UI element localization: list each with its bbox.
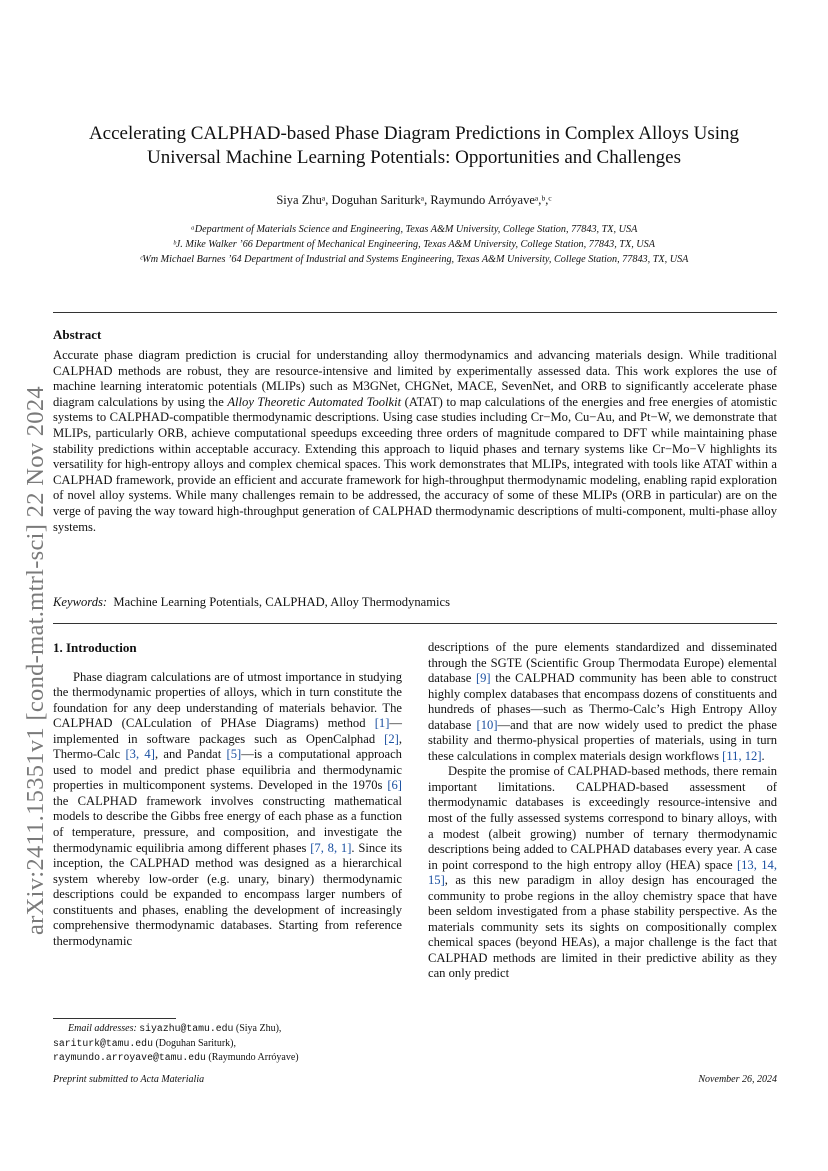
- intro-text: , Thermo-Calc: [53, 731, 402, 762]
- arxiv-stamp: arXiv:2411.15351v1 [cond-mat.mtrl-sci] 22 Nov 2024: [22, 386, 49, 935]
- intro-text: . Since its inception, the CALPHAD method was designed as a hierarchical system whereby low-order (e.g. unary, binary) thermodynamic descriptions could be expanded to encompass larger numbers of constituents and phases, enabling the development of increasingly comprehensive thermodynamic databases. Starting from reference thermodynamic: [53, 840, 403, 948]
- email-link-zhu[interactable]: siyazhu@tamu.edu: [139, 1023, 234, 1034]
- citation-link[interactable]: [6]: [387, 778, 402, 793]
- intro-text: Phase diagram calculations are of utmost importance in studying the thermodynamic properties of alloys, which in turn constitute the foundation for any deep understanding of materials behavior. The CALPHAD (CALculation of PHAse Diagrams) method: [53, 669, 402, 731]
- keywords-values: Machine Learning Potentials, CALPHAD, Alloy Thermodynamics: [113, 595, 451, 609]
- abstract-toolkit-name: Alloy Theoretic Automated Toolkit: [227, 394, 402, 409]
- title-line-2: Universal Machine Learning Potentials: Opportunities and Challenges: [147, 147, 681, 168]
- intro-text: —is a computational approach used to model and predict phase equilibria and thermodynamic properties in multicomponent systems. Developed in the 1970s: [53, 747, 402, 793]
- abstract-body: [53, 348, 777, 535]
- abstract-heading: Abstract: [53, 327, 102, 342]
- footnote-rule: [53, 1018, 176, 1019]
- email-link-arroyave[interactable]: raymundo.arroyave@tamu.edu: [53, 1052, 206, 1064]
- footer-date: November 26, 2024: [698, 1074, 777, 1085]
- citation-link[interactable]: [3, 4]: [125, 747, 155, 762]
- keywords-label: Keywords:: [53, 595, 108, 609]
- paper-title: [40, 122, 788, 170]
- affiliation-a: ᵃDepartment of Materials Science and Engineering, Texas A&M University, College Station, 77843, TX, USA: [190, 224, 638, 235]
- intro-text: descriptions of the pure elements standardized and disseminated through the SGTE (Scientific Group Thermodata Europe) elemental database: [428, 640, 777, 686]
- abstract-top-rule: [53, 312, 777, 313]
- title-line-1: Accelerating CALPHAD-based Phase Diagram Predictions in Complex Alloys Using: [88, 123, 740, 144]
- abstract-text-c: (ATAT) to map calculations of the energies and free energies of atomistic systems to CALPHAD-compatible thermodynamic descriptions. Using case studies including Cr−Mo, Cu−Au, and Pt−W, we demonstrate that MLIPs, particularly ORB, achieve computational speedups exceeding three orders of magnitude compared to DFT while maintaining phase stability predictions within acceptable accuracy. Extending this approach to liquid phases and ternary systems like Cr−Mo−V highlights its versatility for high-entropy alloys and complex chemical spaces. This work demonstrates that MLIPs, integrated with tools like ATAT within a CALPHAD framework, provide an efficient and accurate framework for high-throughput thermodynamic modeling, enabling rapid exploration of novel alloy systems. While many challenges remain to be addressed, the accuracy of some of these MLIPs (ORB in particular) are on the verge of paving the way toward high-throughput generation of CALPHAD thermodynamic descriptions of multi-component, multi-phase alloy systems.: [53, 394, 778, 534]
- citation-link[interactable]: [7, 8, 1]: [310, 840, 352, 855]
- footnote-name: (Raymundo Arróyave): [205, 1052, 299, 1064]
- intro-text: , and Pandat: [154, 747, 227, 762]
- keywords-line: [53, 595, 450, 610]
- intro-paragraph-2: [428, 764, 777, 982]
- right-column: [428, 640, 777, 982]
- affiliation-c: ᶜWm Michael Barnes ’64 Department of Industrial and Systems Engineering, Texas A&M University, College Station, 77843, TX, USA: [139, 254, 689, 265]
- citation-link[interactable]: [1]: [374, 716, 390, 731]
- intro-paragraph-1: [53, 670, 402, 950]
- intro-paragraph-1-continued: [428, 640, 777, 764]
- intro-text: the CALPHAD framework involves constructing mathematical models to describe the Gibbs free energy of each phase as a function of temperature, pressure, and composition, and investigate the thermodynamic equilibria among different phases: [53, 793, 402, 855]
- footnote-emails: [53, 1022, 402, 1066]
- left-column: [53, 640, 402, 949]
- intro-text: Despite the promise of CALPHAD-based methods, there remain important limitations. CALPHAD-based assessment of thermodynamic databases is exceedingly resource-intensive and most of the fully assessed systems correspond to binary alloys, with a modest (albeit growing) number of ternary thermodynamic descriptions being added to CALPHAD databases every year. A case in point correspond to the high entropy alloy (HEA) space: [428, 764, 777, 872]
- citation-link[interactable]: [10]: [476, 717, 498, 732]
- footnote-name: (Doguhan Sariturk),: [152, 1037, 236, 1049]
- citation-link[interactable]: [13, 14, 15]: [428, 857, 777, 888]
- citation-link[interactable]: [11, 12]: [722, 748, 762, 763]
- affiliation-b: ᵇJ. Mike Walker ’66 Department of Mechanical Engineering, Texas A&M University, College Station, 77843, TX, USA: [173, 239, 655, 250]
- intro-text: .: [761, 748, 765, 763]
- author-list: Siya Zhuᵃ, Doguhan Sariturkᵃ, Raymundo Arróyaveᵃ,ᵇ,ᶜ: [276, 193, 552, 207]
- citation-link[interactable]: [5]: [226, 747, 242, 762]
- abstract-bottom-rule: [53, 623, 777, 624]
- abstract-text-a: Accurate phase diagram prediction is crucial for understanding alloy thermodynamics and advancing materials design. While traditional CALPHAD methods are robust, they are resource-intensive and limited by experimentally assessed data. This work explores the use of machine learning interatomic potentials (MLIPs) such as M3GNet, CHGNet, MACE, SevenNet, and ORB to significantly accelerate phase diagram calculations by using the: [53, 348, 777, 409]
- intro-text: —implemented in software packages such as OpenCalphad: [53, 716, 402, 746]
- section-heading-introduction: 1. Introduction: [53, 640, 137, 655]
- citation-link[interactable]: [9]: [475, 671, 491, 686]
- citation-link[interactable]: [2]: [384, 731, 399, 746]
- affiliations: [0, 222, 828, 267]
- footnote-label: Email addresses:: [68, 1023, 137, 1034]
- footer-preprint-note: Preprint submitted to Acta Materialia: [53, 1074, 205, 1085]
- intro-text: the CALPHAD community has been able to construct highly complex databases that encompass dozens of constituents and hundreds of phases—such as Thermo-Calc’s High Entropy Alloy database: [428, 671, 777, 732]
- footnote-name: (Siya Zhu),: [233, 1023, 282, 1034]
- intro-text: —and that are now widely used to predict the phase stability and thermo-physical properties of materials, using in turn these calculations in complex materials design workflows: [428, 717, 777, 763]
- intro-text: , as this new paradigm in alloy design has encouraged the community to probe regions in the alloy chemistry space that have been seldom investigated from a phase stability perspective. As the materials community sets its sights on compositionally complex chemical spaces (beyond HEAs), a major challenge is the fact that CALPHAD methods are limited in their predictive ability as they can only predict: [428, 873, 777, 981]
- email-link-sariturk[interactable]: sariturk@tamu.edu: [53, 1037, 153, 1049]
